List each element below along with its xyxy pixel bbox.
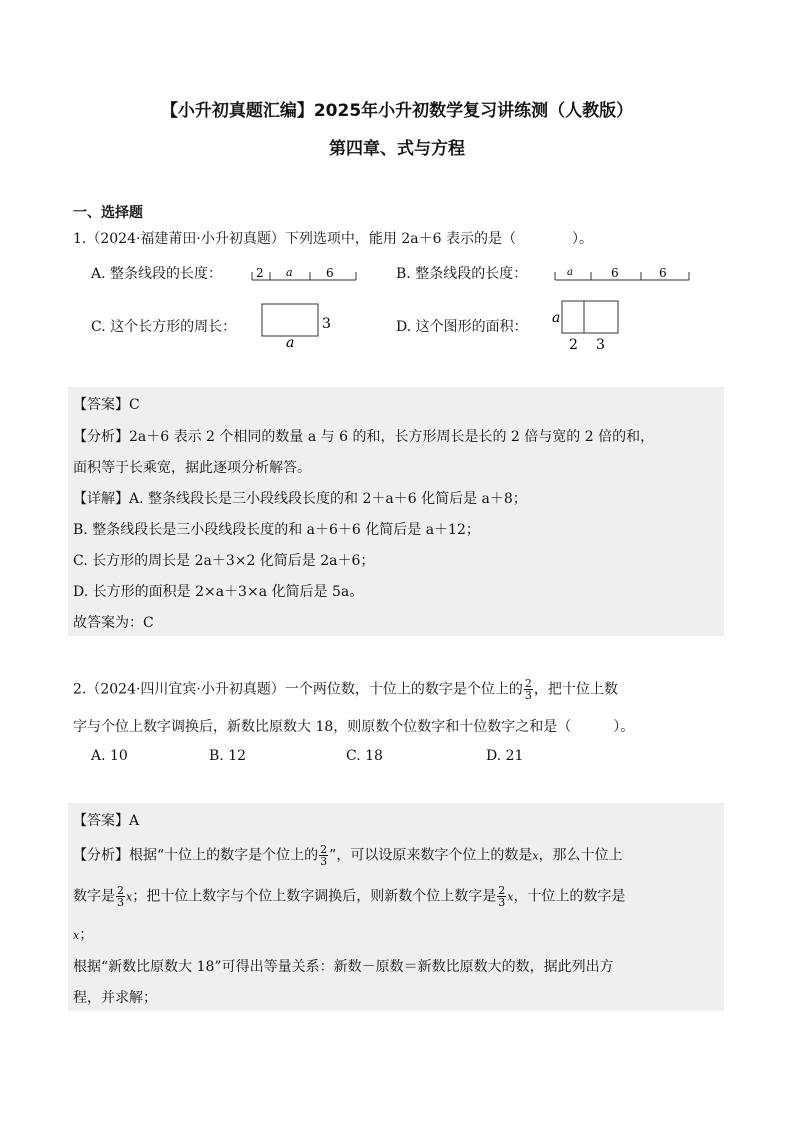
q1-c-label-a: a bbox=[286, 335, 295, 350]
q1-detail-c: C. 长方形的周长是 2a＋3×2 化简后是 2a＋6； bbox=[73, 553, 375, 569]
q2-analysis-line2: 数字是 $\frac{2}{3}$ x；把十位上数字与个位上数字调换后，则新数个位上数字是 $\frac{2}{3}$ x，十位上的数字是 bbox=[73, 884, 626, 909]
q1-a-label-a: a bbox=[286, 266, 293, 279]
q2-option-b: B. 12 bbox=[209, 748, 247, 764]
q2-stem-line1-part2: ，把十位上数 bbox=[533, 681, 618, 698]
q1-d-label-a: a bbox=[552, 310, 561, 326]
q1-option-a-segment-figure bbox=[250, 262, 360, 284]
q1-a-label-6: 6 bbox=[326, 266, 334, 280]
q1-c-label-3: 3 bbox=[322, 316, 331, 332]
q1-d-label-2: 2 bbox=[569, 337, 578, 353]
q1-d-label-3: 3 bbox=[596, 337, 605, 353]
q2-answer: 【答案】A bbox=[73, 813, 140, 829]
q2-analysis-fraction-b: $\frac{2}{3}$ bbox=[117, 884, 124, 909]
q2-analysis-fraction: $\frac{2}{3}$ bbox=[320, 843, 328, 868]
q1-option-b-label: B. 整条线段的长度： bbox=[396, 266, 528, 282]
q1-option-d-area-figure bbox=[552, 296, 627, 354]
q1-option-c-rectangle-figure bbox=[258, 300, 338, 350]
q1-final-answer: 故答案为：C bbox=[73, 615, 154, 631]
q1-a-label-2: 2 bbox=[256, 266, 264, 280]
section-heading: 一、选择题 bbox=[73, 205, 143, 221]
q2-option-c: C. 18 bbox=[346, 748, 383, 764]
q1-option-b-segment-figure bbox=[553, 262, 693, 284]
q2-stem-line1-part1: 2.（2024·四川宜宾·小升初真题）一个两位数，十位上的数字是个位上的 bbox=[73, 681, 523, 698]
q1-detail-b: B. 整条线段长是三小段线段长度的和 a＋6＋6 化简后是 a＋12； bbox=[73, 522, 480, 538]
q2-analysis-fraction-c: $\frac{2}{3}$ bbox=[498, 884, 506, 909]
q1-b-label-a: a bbox=[567, 267, 573, 278]
chapter-title: 第四章、式与方程 bbox=[329, 139, 465, 159]
q1-option-a-label: A. 整条线段的长度： bbox=[91, 266, 223, 282]
q2-analysis-line5: 程，并求解； bbox=[73, 990, 157, 1006]
q2-fraction-two-thirds: $\frac{2}{3}$ bbox=[524, 677, 532, 702]
q1-option-c-label: C. 这个长方形的周长： bbox=[91, 319, 237, 335]
q2-option-a: A. 10 bbox=[91, 748, 128, 764]
document-title: 【小升初真题汇编】2025年小升初数学复习讲练测（人教版） bbox=[160, 101, 634, 121]
q1-answer: 【答案】C bbox=[73, 397, 140, 413]
q1-b-label-6a: 6 bbox=[611, 266, 619, 280]
variable-x: x bbox=[532, 849, 539, 863]
q2-analysis-line1: 【分析】根据“十位上的数字是个位上的 $\frac{2}{3}$ ”，可以设原来数字个位上的数是x，那么十位上 bbox=[73, 843, 623, 868]
q2-stem-line2: 字与个位上数字调换后，新数比原数大 18，则原数个位数字和十位数字之和是（ ）。 bbox=[73, 719, 635, 735]
q2-analysis-line4: 根据“新数比原数大 18”可得出等量关系：新数－原数＝新数比原数大的数，据此列出方 bbox=[73, 959, 614, 975]
q2-option-d: D. 21 bbox=[486, 748, 524, 764]
q1-detail-d: D. 长方形的面积是 2×a＋3×a 化简后是 5a。 bbox=[73, 584, 364, 600]
q1-stem: 1.（2024·福建莆田·小升初真题）下列选项中，能用 2a＋6 表示的是（ ）。 bbox=[73, 231, 593, 247]
q2-analysis-line3: x； bbox=[73, 927, 94, 943]
q1-detail-a: 【详解】A. 整条线段长是三小段线段长度的和 2＋a＋6 化简后是 a＋8； bbox=[73, 491, 527, 507]
q1-b-label-6b: 6 bbox=[659, 266, 667, 280]
q1-analysis-line2: 面积等于长乘宽，据此逐项分析解答。 bbox=[73, 460, 311, 476]
q1-analysis-line1: 【分析】2a＋6 表示 2 个相同的数量 a 与 6 的和，长方形周长是长的 2 倍与宽的 2 倍的和， bbox=[73, 429, 655, 445]
q1-option-d-label: D. 这个图形的面积： bbox=[396, 319, 528, 335]
q2-stem-line1 bbox=[73, 678, 618, 701]
